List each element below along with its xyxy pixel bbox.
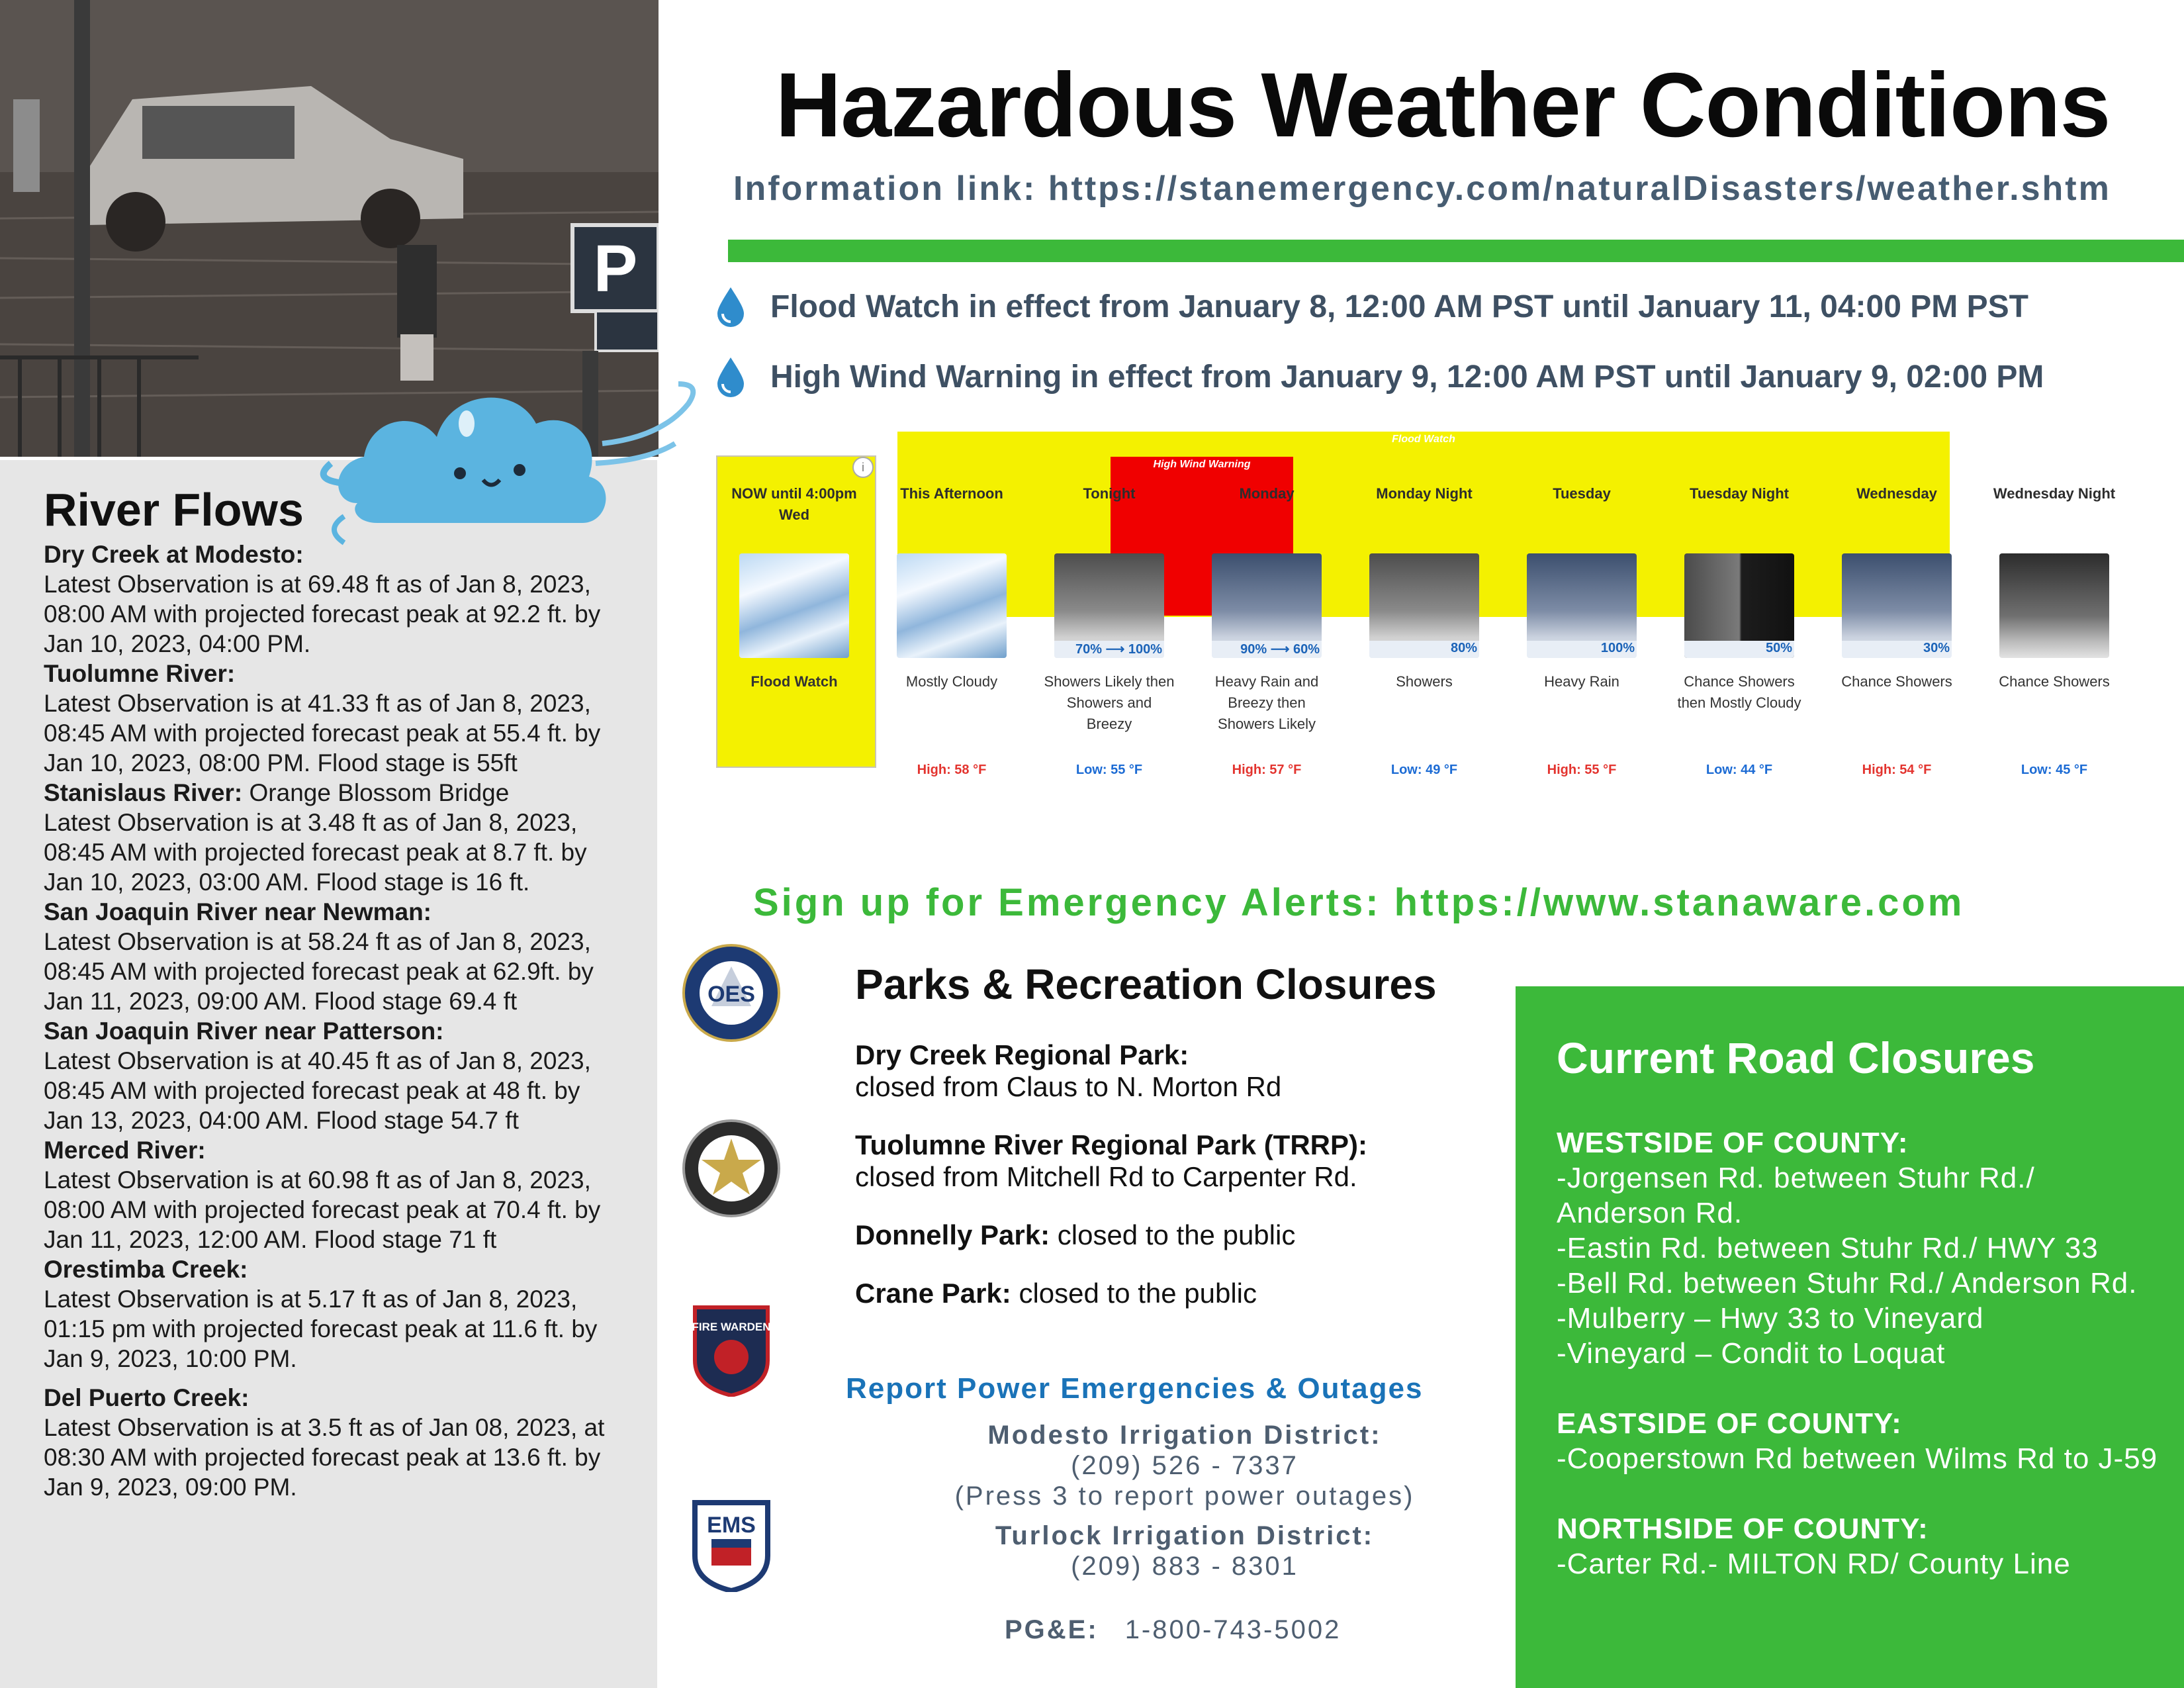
alert-text: Flood Watch in effect from January 8, 12:00 AM PST until January 11, 04:00 PM PST [770, 289, 2028, 324]
forecast-period: NOW until 4:00pm Wed [731, 485, 857, 523]
road-section-head: EASTSIDE OF COUNTY: [1557, 1407, 1902, 1440]
park-name: Donnelly Park: [855, 1219, 1050, 1250]
road-closure-item: -Vineyard – Condit to Loquat [1557, 1337, 1946, 1370]
forecast-desc: Mostly Cloudy [905, 673, 998, 690]
sheriff-seal-logo [682, 1119, 781, 1218]
forecast-temp: High: 58 °F [917, 763, 987, 777]
river-flows-list [44, 539, 626, 1502]
river-name: Del Puerto Creek: [44, 1384, 250, 1411]
forecast-desc: Showers [1396, 673, 1453, 690]
river-flows-title: River Flows [44, 484, 304, 536]
mid-name: Modesto Irrigation District: [987, 1421, 1382, 1450]
forecast-period: Wednesday Night [1993, 485, 2116, 502]
fire-logo-text: FIRE WARDEN [692, 1321, 771, 1333]
river-name: San Joaquin River near Patterson: [44, 1017, 444, 1045]
info-icon[interactable]: i [852, 457, 874, 478]
precip-chance: 80% [1450, 641, 1477, 655]
forecast-period-column [1043, 483, 1175, 778]
river-observation: Latest Observation is at 3.5 ft as of Jan 08, 2023, at 08:30 AM with projected forecast peak at 13.6 ft. by Jan 9, 2023, 09:00 PM. [44, 1414, 605, 1501]
pge-name: PG&E: [1005, 1615, 1099, 1644]
info-link[interactable]: Information link: https://stanemergency.com/naturalDisasters/weather.shtm [733, 169, 2111, 208]
forecast-desc: Showers Likely then Showers and Breezy [1044, 673, 1175, 732]
forecast-period: This Afternoon [900, 485, 1003, 502]
mid-phone[interactable]: (209) 526 - 7337 [1071, 1451, 1298, 1480]
park-closure [855, 1219, 1490, 1251]
park-name: Dry Creek Regional Park: [855, 1039, 1189, 1070]
road-closure-item: -Bell Rd. between Stuhr Rd./ Anderson Rd. [1557, 1267, 2138, 1299]
river-entry [44, 1254, 626, 1374]
river-name: Merced River: [44, 1137, 206, 1164]
park-closure [855, 1039, 1490, 1103]
precip-chance [886, 641, 1018, 658]
water-drop-icon [715, 286, 747, 327]
park-closure [855, 1278, 1490, 1309]
wind-cloud-icon [318, 364, 728, 563]
park-status: closed to the public [1050, 1219, 1296, 1250]
forecast-period: Tuesday [1553, 485, 1611, 502]
ems-badge-logo [682, 1493, 781, 1592]
forecast-period-column [886, 483, 1018, 778]
pge-phone[interactable]: 1-800-743-5002 [1124, 1615, 1342, 1644]
river-name: Stanislaus River: [44, 779, 243, 806]
forecast-now [728, 483, 860, 757]
river-observation: Latest Observation is at 3.48 ft as of Jan 8, 2023, 08:45 AM with projected forecast peak at 8.7 ft. by Jan 10, 2023, 03:00 AM. Flood stage is 16 ft. [44, 809, 587, 896]
road-closure-item: -Cooperstown Rd between Wilms Rd to J-59 [1557, 1442, 2158, 1475]
forecast-temp: High: 57 °F [1232, 763, 1302, 777]
road-closure-item: -Carter Rd.- MILTON RD/ County Line [1557, 1548, 2071, 1580]
river-location: Orange Blossom Bridge [242, 779, 510, 806]
water-drop-icon [715, 356, 747, 397]
road-section-head: WESTSIDE OF COUNTY: [1557, 1127, 1909, 1159]
precip-chance: 50% [1765, 641, 1792, 655]
river-observation: Latest Observation is at 69.48 ft as of Jan 8, 2023, 08:00 AM with projected forecast peak at 92.2 ft. by Jan 10, 2023, 04:00 PM. [44, 571, 601, 657]
river-entry [44, 1016, 626, 1135]
alert-text: High Wind Warning in effect from January 9, 12:00 AM PST until January 9, 02:00 PM [770, 359, 2044, 395]
signup-alerts-link[interactable]: Sign up for Emergency Alerts: https://www.stanaware.com [753, 881, 1965, 924]
forecast-period-column [1988, 483, 2120, 778]
forecast-period: Wednesday [1856, 485, 1937, 502]
park-status: closed from Mitchell Rd to Carpenter Rd. [855, 1161, 1357, 1192]
road-section-head: NORTHSIDE OF COUNTY: [1557, 1513, 1929, 1545]
road-closure-item: -Eastin Rd. between Stuhr Rd./ HWY 33 [1557, 1232, 2099, 1264]
forecast-desc: Heavy Rain and Breezy then Showers Likely [1214, 673, 1319, 732]
river-name: Orestimba Creek: [44, 1256, 248, 1283]
park-name: Crane Park: [855, 1278, 1011, 1309]
precip-chance: 90% ⟶ 60% [1240, 642, 1320, 657]
forecast-desc: Heavy Rain [1544, 673, 1619, 690]
forecast-temp: Low: 55 °F [1075, 763, 1143, 777]
river-entry [44, 1383, 626, 1502]
forecast-period: Monday Night [1376, 485, 1473, 502]
forecast-period: Monday [1239, 485, 1295, 502]
road-section [1557, 1511, 2165, 1581]
river-entry [44, 659, 626, 778]
road-closure-item: -Jorgensen Rd. between Stuhr Rd./ Anderson Rd. [1557, 1162, 2035, 1229]
tid-name: Turlock Irrigation District: [995, 1521, 1375, 1550]
road-closures-title: Current Road Closures [1557, 1033, 2035, 1082]
river-name: San Joaquin River near Newman: [44, 898, 432, 925]
forecast-period-column [1831, 483, 1963, 778]
flood-watch-band-label: Flood Watch [1392, 434, 1455, 445]
park-name: Tuolumne River Regional Park (TRRP): [855, 1129, 1367, 1160]
forecast-period: Tuesday Night [1690, 485, 1789, 502]
park-status: closed from Claus to N. Morton Rd [855, 1071, 1282, 1102]
river-entry [44, 897, 626, 1016]
title-divider [728, 240, 2184, 262]
river-name: Tuolumne River: [44, 660, 236, 687]
wind-warning-band-label: High Wind Warning [1153, 459, 1251, 470]
precip-chance: 70% ⟶ 100% [1075, 642, 1162, 657]
page-title: Hazardous Weather Conditions [775, 54, 2111, 156]
river-observation: Latest Observation is at 60.98 ft as of Jan 8, 2023, 08:00 AM with projected forecast peak at 70.4 ft. by Jan 11, 2023, 12:00 AM. Flood stage 71 ft [44, 1166, 601, 1253]
river-observation: Latest Observation is at 58.24 ft as of Jan 8, 2023, 08:45 AM with projected forecast peak at 62.9ft. by Jan 11, 2023, 09:00 AM. Flood stage 69.4 ft [44, 928, 594, 1015]
forecast-period-column [1516, 483, 1648, 778]
road-section [1557, 1406, 2165, 1476]
precip-chance: 100% [1600, 641, 1635, 655]
park-closure [855, 1129, 1490, 1193]
river-entry [44, 539, 626, 659]
forecast-desc: Chance Showers then Mostly Cloudy [1677, 673, 1801, 711]
power-contacts [841, 1420, 1529, 1591]
road-section [1557, 1125, 2165, 1371]
svg-text:P: P [593, 232, 638, 306]
power-emergencies-title: Report Power Emergencies & Outages [846, 1372, 1424, 1405]
forecast-desc: Chance Showers [1999, 673, 2110, 690]
forecast-desc: Flood Watch [751, 673, 838, 690]
river-entry [44, 1135, 626, 1254]
forecast-period: Tonight [1083, 485, 1136, 502]
oes-seal-logo [682, 943, 781, 1043]
ems-logo-text: EMS [707, 1513, 756, 1538]
forecast-period-column [1673, 483, 1805, 778]
oes-logo-text: OES [707, 982, 755, 1007]
forecast-temp: High: 55 °F [1547, 763, 1617, 777]
forecast-period-column [1201, 483, 1333, 778]
pge-contact [1005, 1615, 1341, 1645]
river-observation: Latest Observation is at 41.33 ft as of Jan 8, 2023, 08:45 AM with projected forecast peak at 55.4 ft. by Jan 10, 2023, 08:00 PM. Flood stage is 55ft [44, 690, 601, 776]
fire-warden-badge-logo [682, 1297, 781, 1397]
alert-flood-watch [715, 286, 2028, 327]
forecast-temp: Low: 44 °F [1706, 763, 1773, 777]
river-observation: Latest Observation is at 5.17 ft as of Jan 8, 2023, 01:15 pm with projected forecast peak at 11.6 ft. by Jan 9, 2023, 10:00 PM. [44, 1286, 598, 1372]
forecast-desc: Chance Showers [1841, 673, 1952, 690]
road-closure-item: -Mulberry – Hwy 33 to Vineyard [1557, 1302, 1984, 1335]
mid-note: (Press 3 to report power outages) [954, 1481, 1415, 1511]
precip-chance [1988, 641, 2120, 658]
river-name: Dry Creek at Modesto: [44, 541, 304, 568]
river-observation: Latest Observation is at 40.45 ft as of Jan 8, 2023, 08:45 AM with projected forecast peak at 48 ft. by Jan 13, 2023, 04:00 AM. Flood stage 54.7 ft [44, 1047, 591, 1134]
river-entry [44, 778, 626, 897]
forecast-temp: Low: 45 °F [2021, 763, 2088, 777]
parks-closures-title: Parks & Recreation Closures [855, 961, 1437, 1008]
tid-phone[interactable]: (209) 883 - 8301 [1071, 1552, 1298, 1581]
road-closures-list [1557, 1125, 2165, 1617]
parks-closures-list [855, 1039, 1490, 1336]
alert-high-wind [715, 356, 2044, 397]
precip-chance: 30% [1923, 641, 1950, 655]
forecast-temp: Low: 49 °F [1390, 763, 1458, 777]
forecast-period-column [1358, 483, 1490, 778]
forecast-temp: High: 54 °F [1862, 763, 1932, 777]
park-status: closed to the public [1011, 1278, 1257, 1309]
